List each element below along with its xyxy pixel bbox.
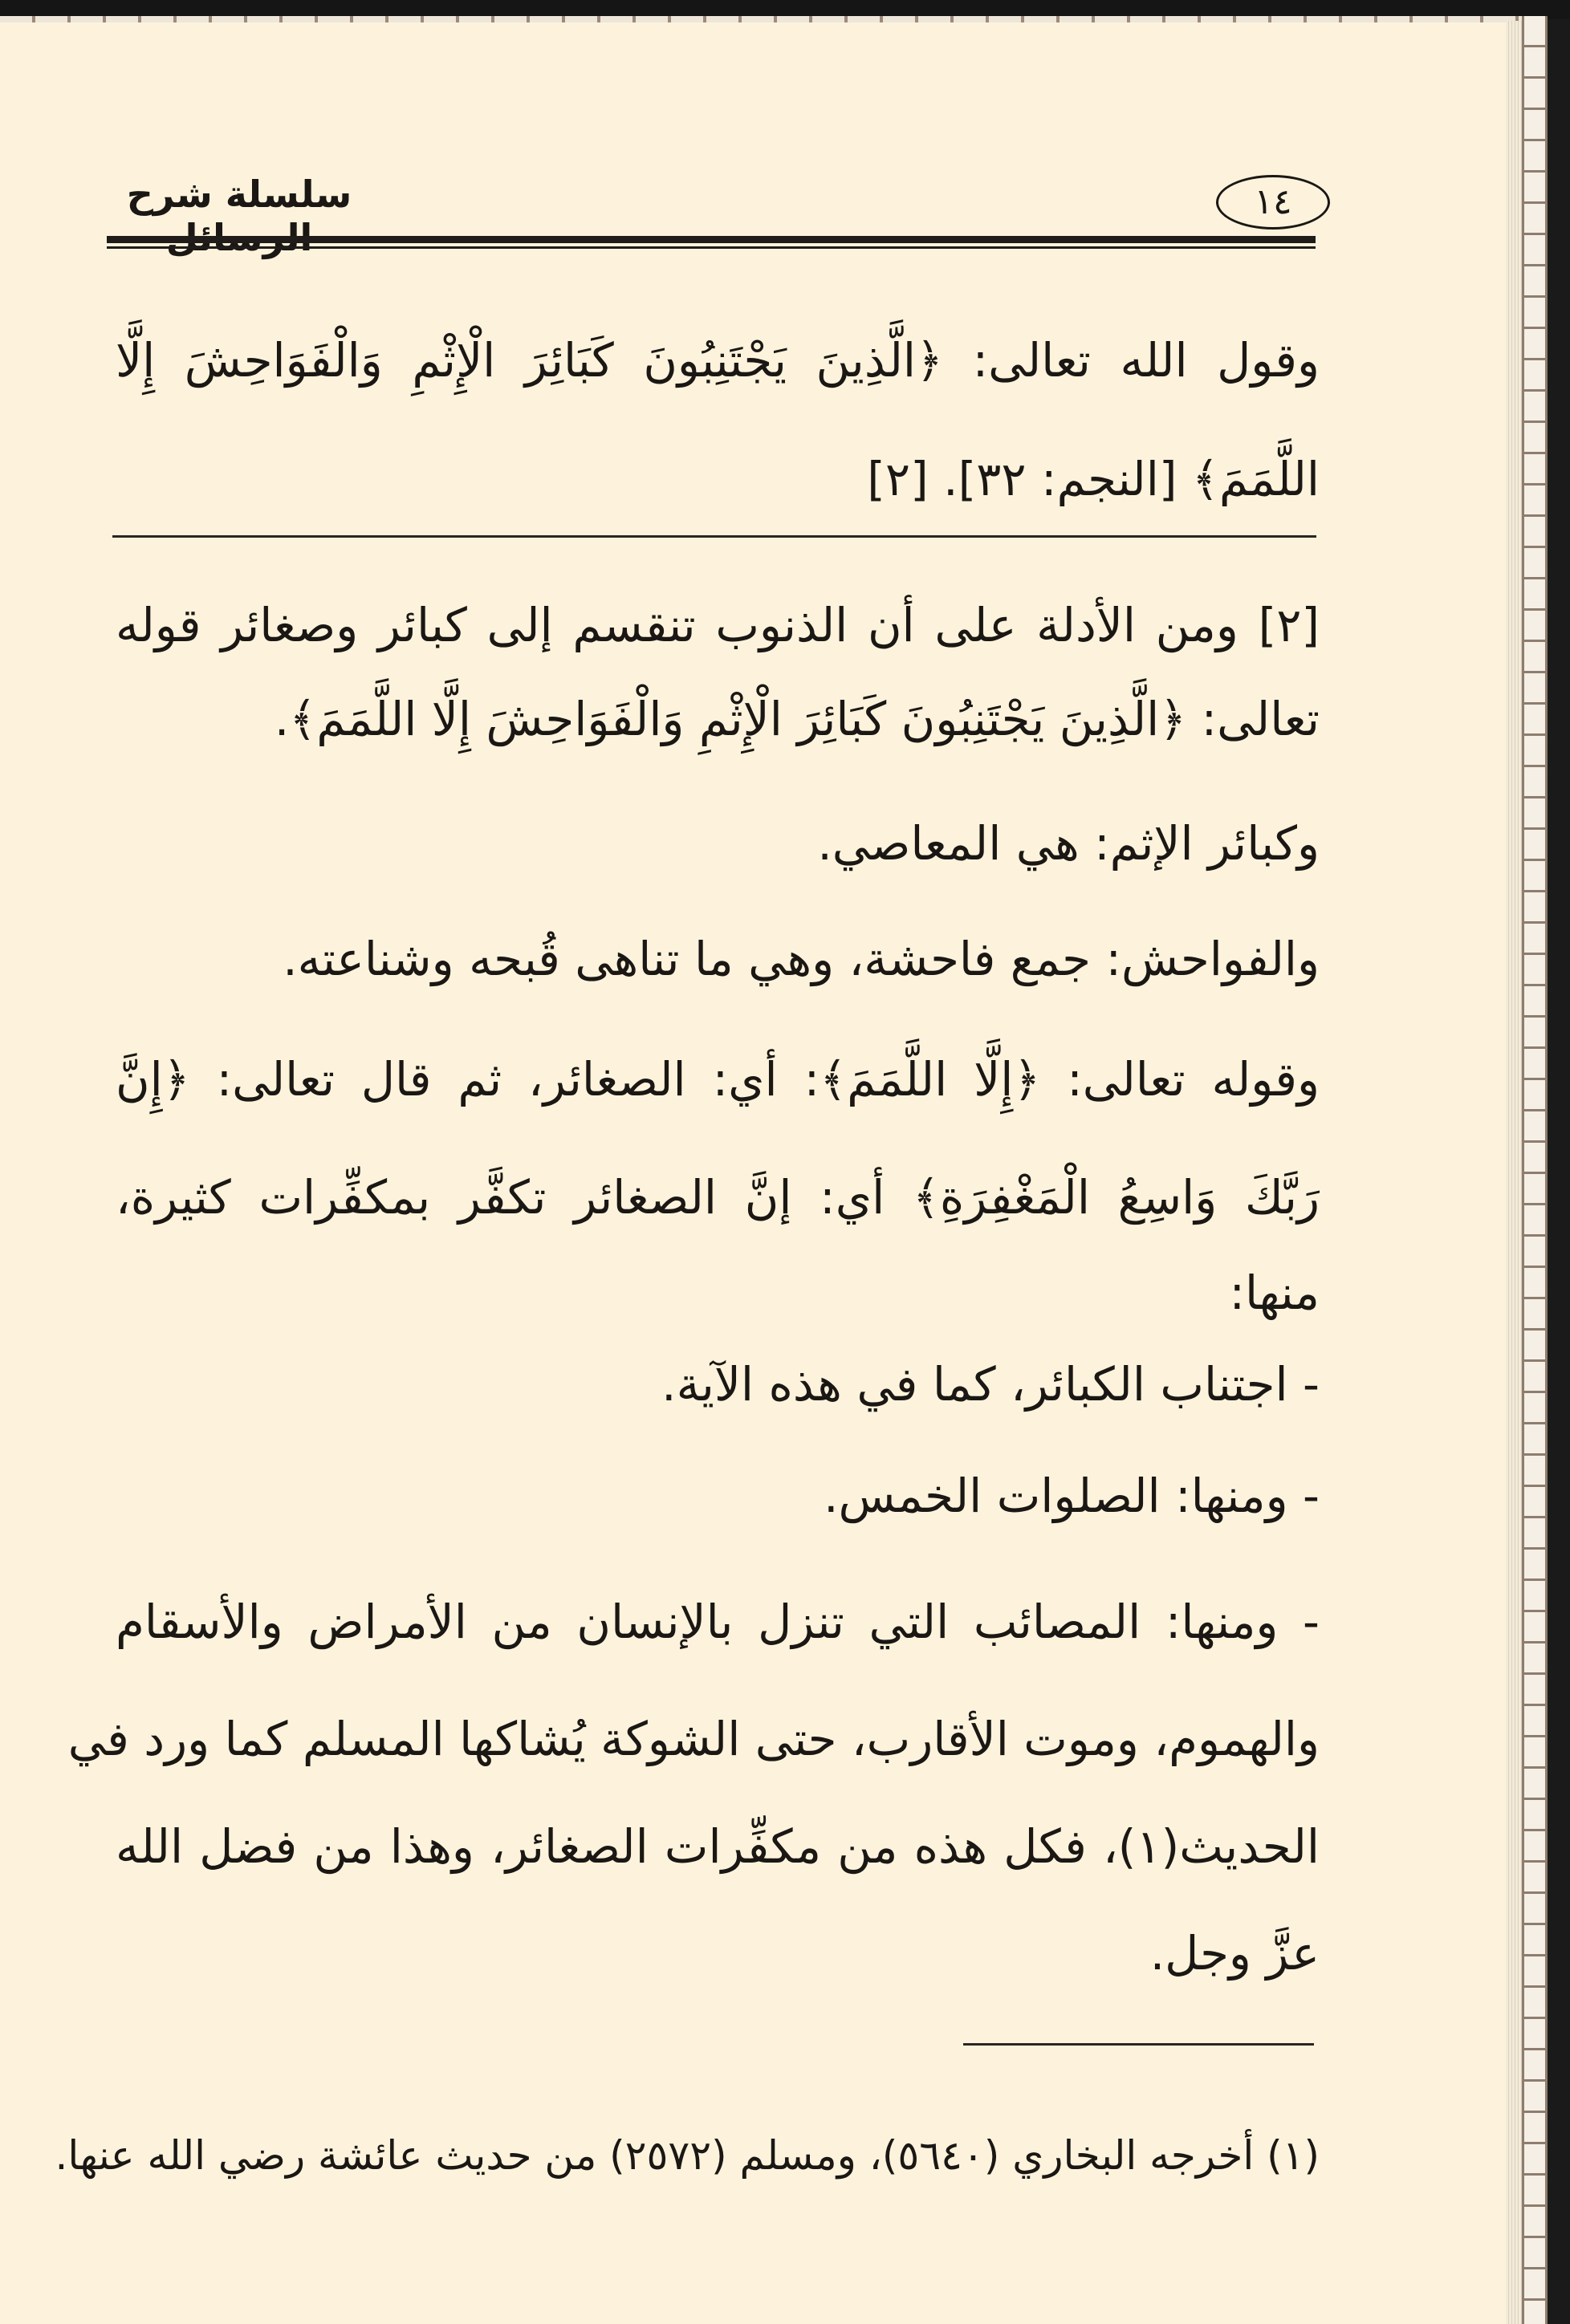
text-line: تعالى: ﴿الَّذِينَ يَجْتَنِبُونَ كَبَائِرَ الْإِثْمِ وَالْفَوَاحِشَ إِلَّا اللَّمَمَ﴾. xyxy=(274,692,1320,746)
text-line: اللَّمَمَ﴾ [النجم: ٣٢]. [٢] xyxy=(867,452,1320,506)
text-line: وقوله تعالى: ﴿إِلَّا اللَّمَمَ﴾: أي: الصغائر، ثم قال تعالى: ﴿إِنَّ xyxy=(116,1052,1320,1107)
page-edges xyxy=(1506,21,1522,2324)
text-line: [٢] ومن الأدلة على أن الذنوب تنقسم إلى كبائر وصغائر قوله xyxy=(116,598,1320,652)
header-rule xyxy=(107,236,1316,243)
text-line: رَبَّكَ وَاسِعُ الْمَغْفِرَةِ﴾ أي: إنَّ الصغائر تكفَّر بمكفِّرات كثيرة، xyxy=(116,1170,1320,1225)
page-border-top xyxy=(0,16,1543,22)
text-line: وقول الله تعالى: ﴿الَّذِينَ يَجْتَنِبُونَ كَبَائِرَ الْإِثْمِ وَالْفَوَاحِشَ إِلَّا xyxy=(116,333,1320,388)
text-line: وكبائر الإثم: هي المعاصي. xyxy=(817,816,1320,871)
section-divider xyxy=(112,535,1316,538)
text-line: منها: xyxy=(1229,1266,1320,1320)
decorative-border xyxy=(1522,16,1548,2324)
text-line: الحديث(١)، فكل هذه من مكفِّرات الصغائر، وهذا من فضل الله xyxy=(116,1819,1320,1874)
text-line: والفواحش: جمع فاحشة، وهي ما تناهى قُبحه وشناعته. xyxy=(283,932,1320,986)
footnote-rule xyxy=(963,2043,1314,2046)
text-line: والهموم، وموت الأقارب، حتى الشوكة يُشاكها المسلم كما ورد في xyxy=(67,1712,1320,1766)
footnote: (١) أخرجه البخاري (٥٦٤٠)، ومسلم (٢٥٧٢) من حديث عائشة رضي الله عنها. xyxy=(55,2132,1320,2179)
text-line: - ومنها: الصلوات الخمس. xyxy=(824,1469,1320,1523)
page-number: ١٤ xyxy=(1216,175,1330,230)
header-rule-thin xyxy=(107,246,1316,249)
text-line: - ومنها: المصائب التي تنزل بالإنسان من الأمراض والأسقام xyxy=(116,1595,1320,1649)
text-line: - اجتناب الكبائر، كما في هذه الآية. xyxy=(661,1357,1320,1412)
text-line: عزَّ وجل. xyxy=(1149,1926,1320,1981)
running-header-title: سلسلة شرح xyxy=(126,173,352,216)
